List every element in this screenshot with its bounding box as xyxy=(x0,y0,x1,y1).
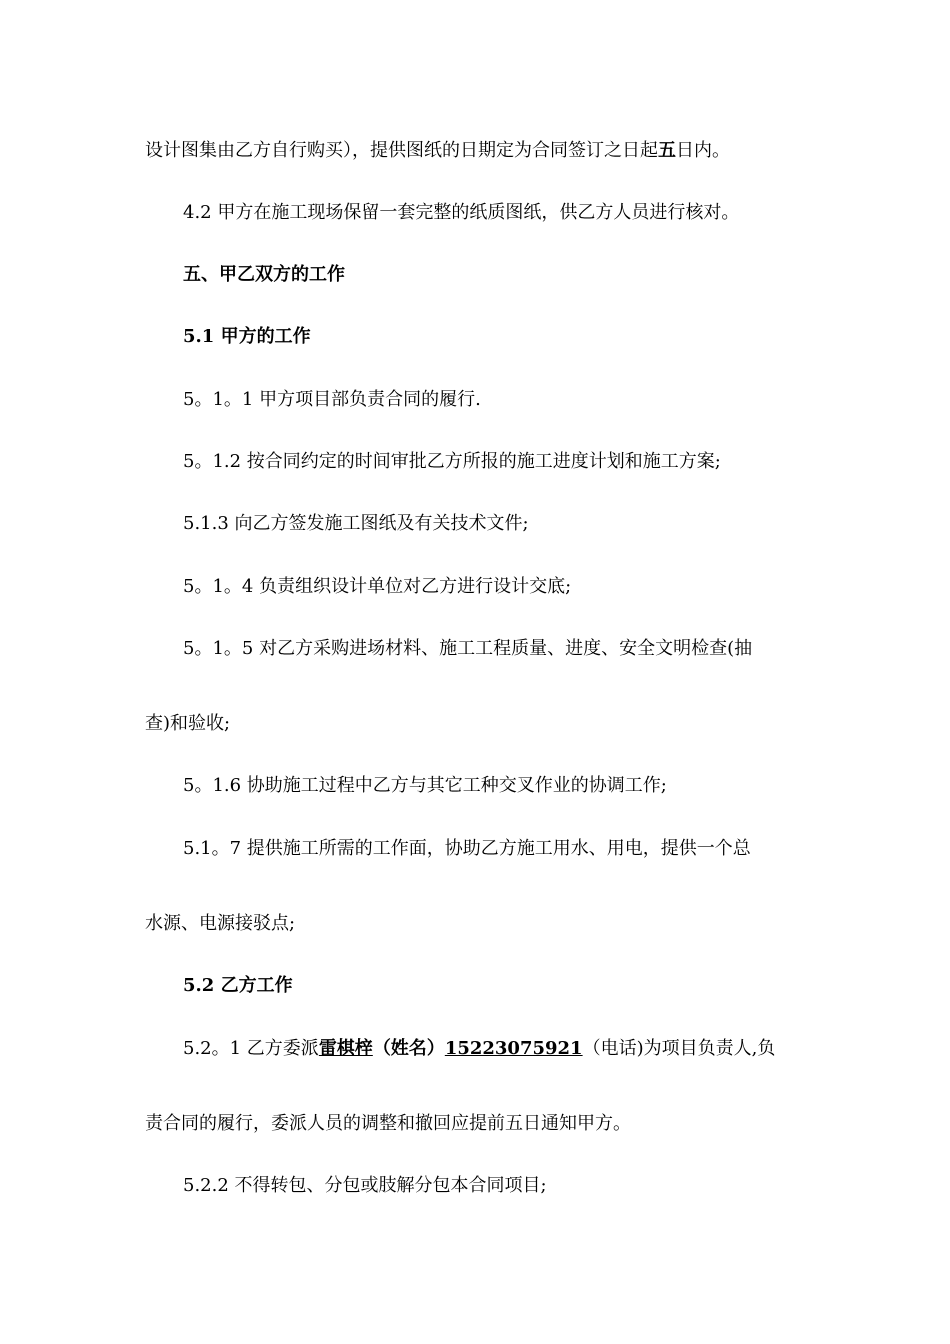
clause-5-2-2: 5.2.2 不得转包、分包或肢解分包本合同项目; xyxy=(183,1175,547,1196)
representative-name: 雷棋梓 xyxy=(318,1038,373,1059)
text-segment: 5.2。1 乙方委派 xyxy=(183,1038,319,1059)
section-heading-5: 五、甲乙双方的工作 xyxy=(183,264,345,285)
clause-5-1-7-continued: 水源、电源接驳点; xyxy=(145,913,296,934)
bold-day-count: 五 xyxy=(658,140,676,161)
clause-5-2-1-continued: 责合同的履行，委派人员的调整和撤回应提前五日通知甲方。 xyxy=(145,1113,631,1134)
clause-5-1-1: 5。1。1 甲方项目部负责合同的履行. xyxy=(183,389,481,410)
name-label: （姓名） xyxy=(372,1038,445,1059)
clause-5-1-2: 5。1.2 按合同约定的时间审批乙方所报的施工进度计划和施工方案; xyxy=(183,451,721,472)
text-segment: 日内。 xyxy=(676,140,730,161)
clause-5-1-4: 5。1。4 负责组织设计单位对乙方进行设计交底; xyxy=(183,576,572,597)
representative-phone: 15223075921 xyxy=(444,1038,583,1059)
clause-5-2-1 xyxy=(183,1036,863,1062)
text-segment: （电话)为项目负责人,负 xyxy=(582,1038,776,1059)
paragraph-line-1 xyxy=(145,138,825,164)
clause-5-1-3: 5.1.3 向乙方签发施工图纸及有关技术文件; xyxy=(183,513,529,534)
clause-5-1-7: 5.1。7 提供施工所需的工作面，协助乙方施工用水、用电，提供一个总 xyxy=(183,838,751,859)
subsection-heading-5-1: 5.1 甲方的工作 xyxy=(183,326,311,347)
text-segment: 设计图集由乙方自行购买），提供图纸的日期定为合同签订之日起 xyxy=(145,140,658,161)
clause-5-1-5-continued: 查)和验收; xyxy=(145,713,231,734)
clause-5-1-6: 5。1.6 协助施工过程中乙方与其它工种交叉作业的协调工作; xyxy=(183,775,667,796)
clause-5-1-5: 5。1。5 对乙方采购进场材料、施工工程质量、进度、安全文明检查(抽 xyxy=(183,638,753,659)
subsection-heading-5-2: 5.2 乙方工作 xyxy=(183,975,293,996)
clause-4-2: 4.2 甲方在施工现场保留一套完整的纸质图纸，供乙方人员进行核对。 xyxy=(183,202,740,223)
